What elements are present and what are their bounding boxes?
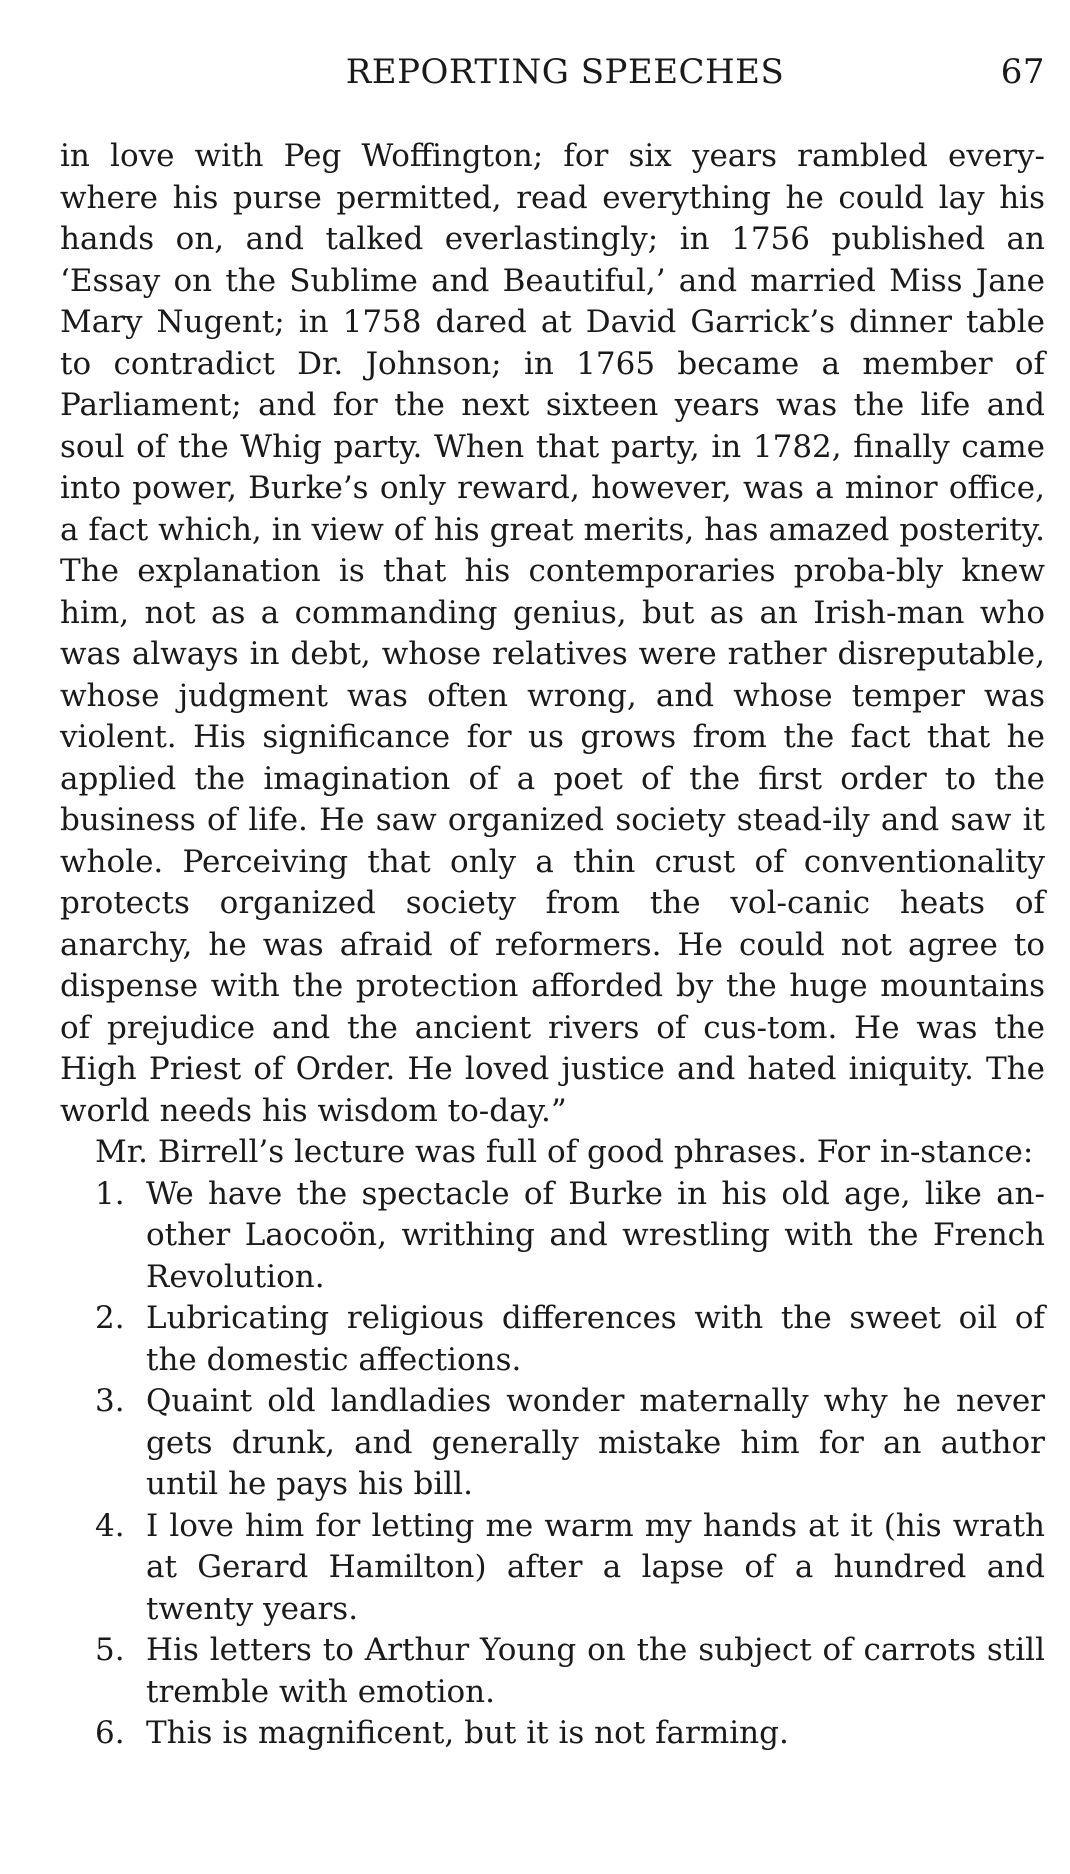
running-head <box>60 52 1045 102</box>
paragraph: Mr. Birrell’s lecture was full of good phrases. For in-stance: <box>95 1134 1034 1170</box>
list-text: We have the spectacle of Burke in his old age, like an-other Laocoön, writhing and wrestling with the French Revolution. <box>146 1175 1045 1295</box>
list-number: 1. <box>95 1175 125 1212</box>
list-item <box>60 1381 1045 1506</box>
numbered-list <box>60 1174 1045 1755</box>
page-number: 67 <box>1000 52 1045 92</box>
list-number: 5. <box>95 1632 125 1668</box>
list-number: 2. <box>95 1300 125 1336</box>
list-item <box>60 1174 1045 1299</box>
list-item <box>60 1630 1045 1713</box>
list-text: Lubricating religious differences with the sweet oil of the domestic affections. <box>146 1300 1045 1378</box>
book-page <box>60 52 1045 1755</box>
list-number: 3. <box>95 1383 125 1419</box>
list-text: I love him for letting me warm my hands at it (his wrath at Gerard Hamilton) after a lapse of a hundred and twenty years. <box>146 1507 1045 1627</box>
list-text: This is magnificent, but it is not farming. <box>146 1715 789 1751</box>
list-number: 4. <box>95 1507 125 1544</box>
paragraph: in love with Peg Woffington; for six years rambled every-where his purse permitted, read everything he could lay his hands on, and talked everlastingly; in 1756 published an ‘Essay on the Sublime and Beautiful,’ and married Miss Jane Mary Nugent; in 1758 dared at David Garrick’s dinner table to contradict Dr. Johnson; in 1765 became a member of Parliament; and for the next sixteen years was the life and soul of the Whig party. When that party, in 1782, finally came into power, Burke’s only reward, however, was a minor office, a fact which, in view of his great merits, has amazed posterity. The explanation is that his contemporaries proba-bly knew him, not as a commanding genius, but as an Irish-man who was always in debt, whose relatives were rather disreputable, whose judgment was often wrong, and whose temper was violent. His significance for us grows from the fact that he applied the imagination of a poet of the first order to the business of life. He saw organized society stead-ily and saw it whole. Perceiving that only a thin crust of conventionality protects organized society from the vol-canic heats of anarchy, he was afraid of reformers. He could not agree to dispense with the protection afforded by the huge mountains of prejudice and the ancient rivers of cus-tom. He was the High Priest of Order. He loved justice and hated iniquity. The world needs his wisdom to-day.” <box>60 138 1045 1129</box>
list-text: Quaint old landladies wonder maternally why he never gets drunk, and generally mistake him for an author until he pays his bill. <box>146 1383 1045 1502</box>
list-text: His letters to Arthur Young on the subject of carrots still tremble with emotion. <box>146 1632 1045 1710</box>
body-text <box>60 136 1045 1755</box>
list-item <box>60 1506 1045 1631</box>
list-number: 6. <box>95 1715 125 1751</box>
list-item <box>60 1298 1045 1381</box>
list-item <box>60 1713 1045 1755</box>
running-title: REPORTING SPEECHES <box>345 52 785 92</box>
